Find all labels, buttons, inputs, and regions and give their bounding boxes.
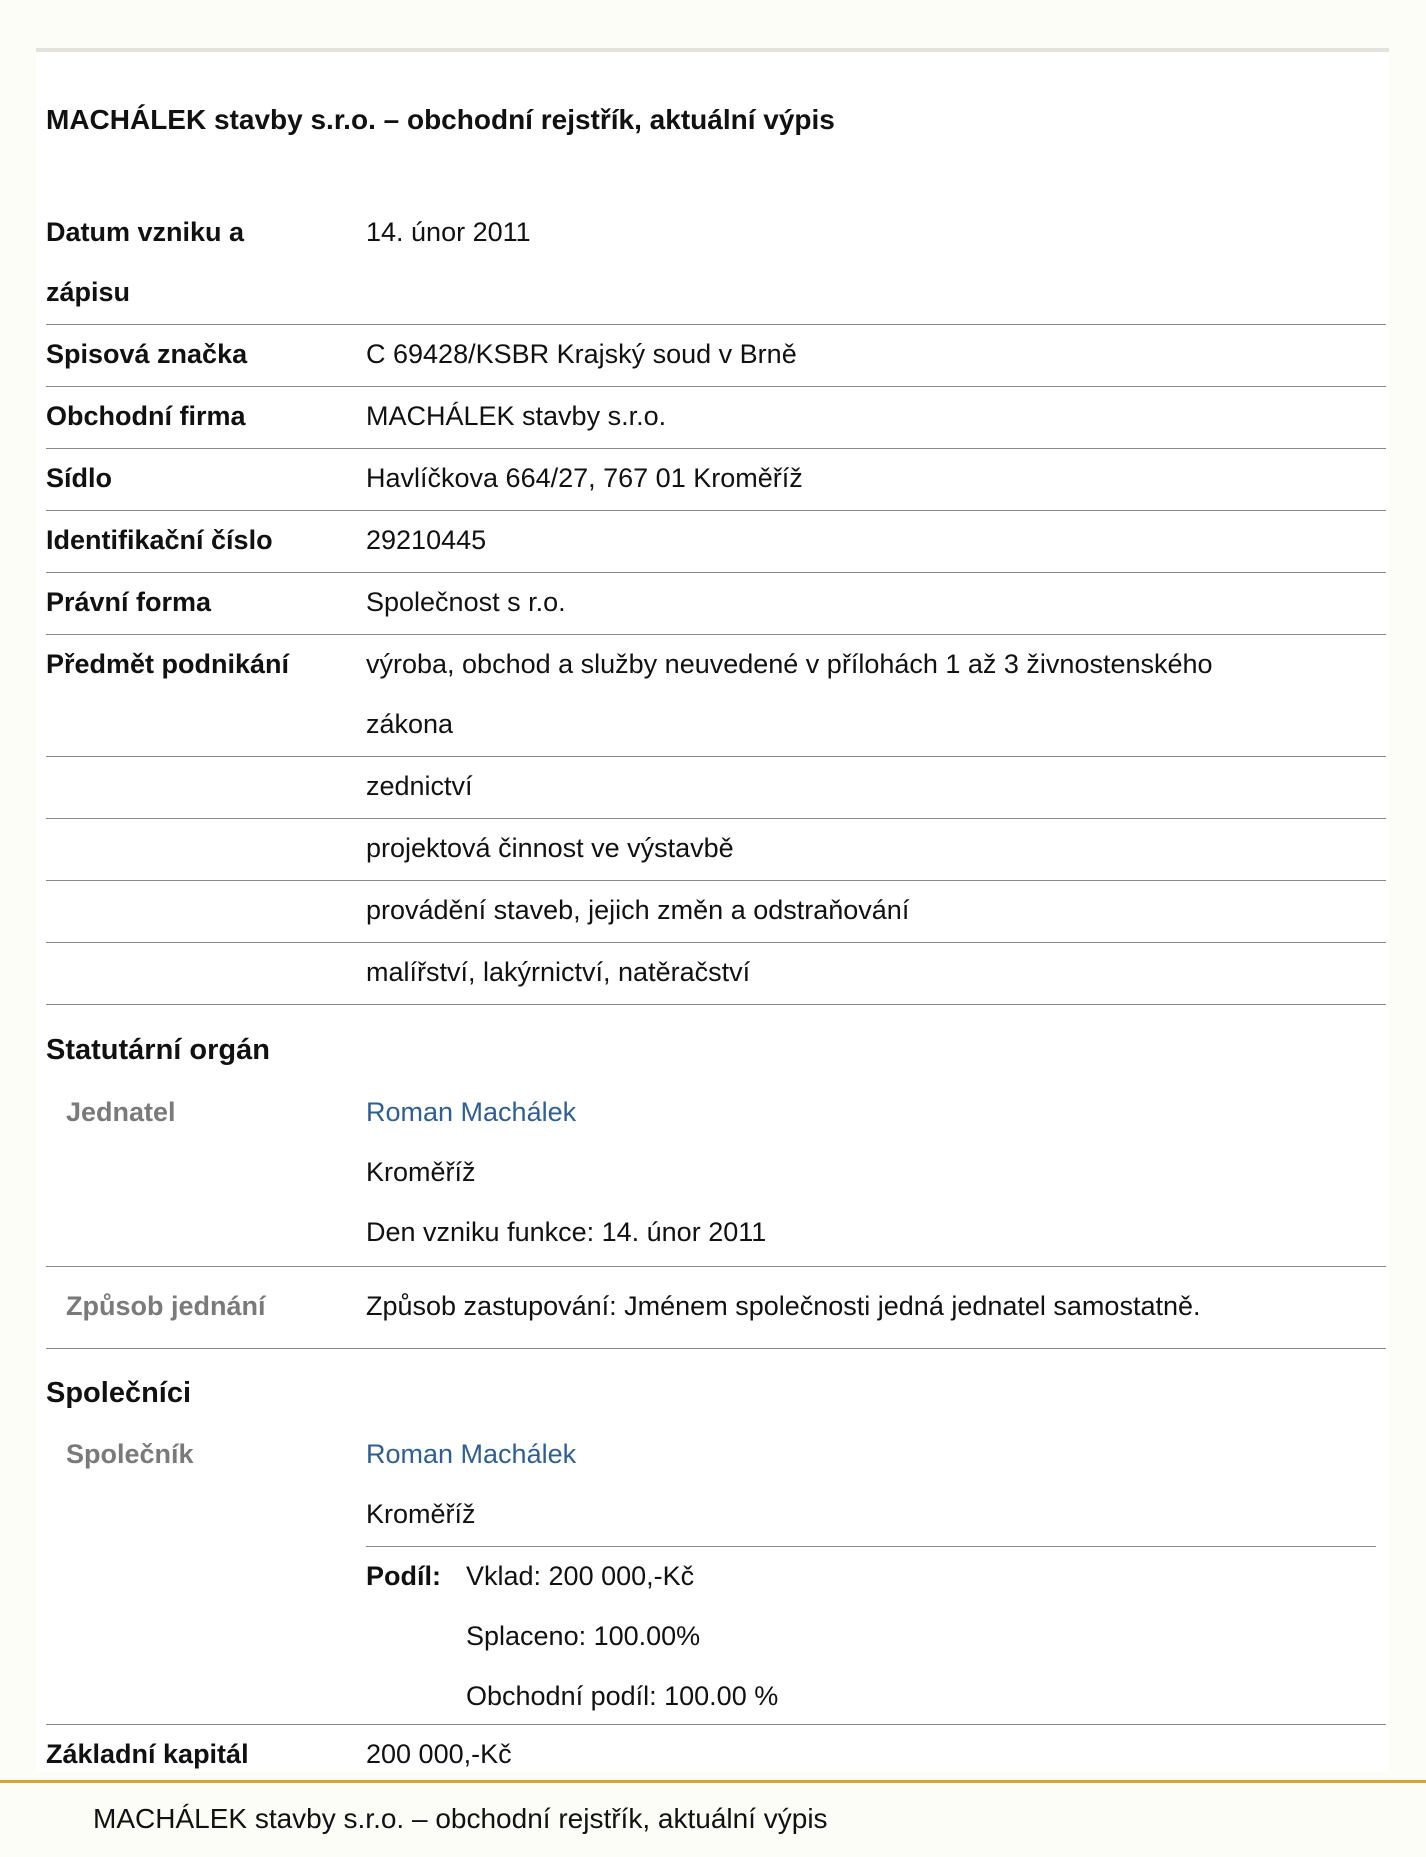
- row-predmet-podnikani: [46, 634, 1386, 757]
- podil-obchodni: Obchodní podíl: 100.00 %: [466, 1681, 779, 1711]
- row-predmet-item: [46, 880, 1386, 943]
- row-value: Havlíčkova 664/27, 767 01 Kroměříž: [366, 463, 803, 493]
- podil-vklad: Vklad: 200 000,-Kč: [466, 1561, 695, 1591]
- row-value: C 69428/KSBR Krajský soud v Brně: [366, 339, 797, 369]
- row-value: 29210445: [366, 525, 487, 555]
- row-label: Obchodní firma: [46, 401, 246, 431]
- row-identifikacni-cislo: [46, 510, 1386, 573]
- row-label: Společník: [66, 1439, 194, 1469]
- footer-title: MACHÁLEK stavby s.r.o. – obchodní rejstřík, aktuální výpis: [93, 1803, 828, 1834]
- row-value: Způsob zastupování: Jménem společnosti jedná jednatel samostatně.: [366, 1291, 1201, 1321]
- row-value: Společnost s r.o.: [366, 587, 566, 617]
- row-spisova-znacka: [46, 324, 1386, 387]
- row-pravni-forma: [46, 572, 1386, 635]
- row-spolecnik: [46, 1424, 1386, 1725]
- row-value: zednictví: [366, 771, 473, 801]
- row-value: Roman Machálek Kroměříž Den vzniku funkce: 14. únor 2011: [366, 1082, 1366, 1262]
- row-label: Identifikační číslo: [46, 525, 273, 555]
- spolecnik-name-link[interactable]: Roman Machálek: [366, 1439, 577, 1469]
- row-label: Právní forma: [46, 587, 212, 617]
- row-label: Způsob jednání: [66, 1291, 266, 1321]
- row-label: Datum vzniku a zápisu: [46, 217, 245, 307]
- section-heading-statutarni: Statutární orgán: [46, 1034, 270, 1066]
- podil-splaceno: Splaceno: 100.00%: [466, 1621, 701, 1651]
- row-label: Předmět podnikání: [46, 649, 290, 679]
- row-obchodni-firma: [46, 386, 1386, 449]
- row-jednatel: [46, 1082, 1386, 1267]
- row-value: projektová činnost ve výstavbě: [366, 833, 734, 863]
- row-label: Spisová značka: [46, 339, 248, 369]
- row-predmet-item: [46, 942, 1386, 1005]
- row-zakladni-kapital: [46, 1724, 1386, 1787]
- footer: [0, 1780, 1426, 1857]
- row-label: Jednatel: [66, 1097, 176, 1127]
- row-value: MACHÁLEK stavby s.r.o.: [366, 401, 667, 431]
- row-predmet-item: [46, 756, 1386, 819]
- row-label: Sídlo: [46, 463, 112, 493]
- row-value: 200 000,-Kč: [366, 1739, 512, 1769]
- row-sidlo: [46, 448, 1386, 511]
- row-value: 14. únor 2011: [366, 217, 531, 247]
- register-extract-panel: [36, 48, 1389, 1772]
- jednatel-name-link[interactable]: Roman Machálek: [366, 1097, 577, 1127]
- page-title: MACHÁLEK stavby s.r.o. – obchodní rejstřík, aktuální výpis: [46, 104, 835, 135]
- row-datum-vzniku: [46, 202, 1386, 325]
- row-value: výroba, obchod a služby neuvedené v přílohách 1 až 3 živnostenského zákona: [366, 649, 1213, 739]
- row-value: provádění staveb, jejich změn a odstraňování: [366, 895, 910, 925]
- row-zpusob-jednani: [46, 1266, 1386, 1349]
- row-predmet-item: [46, 818, 1386, 881]
- row-label: Základní kapitál: [46, 1739, 249, 1769]
- podil-label: Podíl:: [366, 1561, 441, 1591]
- section-heading-spolecnici: Společníci: [46, 1377, 192, 1409]
- row-value: malířství, lakýrnictví, natěračství: [366, 957, 751, 987]
- row-value: Roman Machálek Kroměříž: [366, 1424, 1366, 1544]
